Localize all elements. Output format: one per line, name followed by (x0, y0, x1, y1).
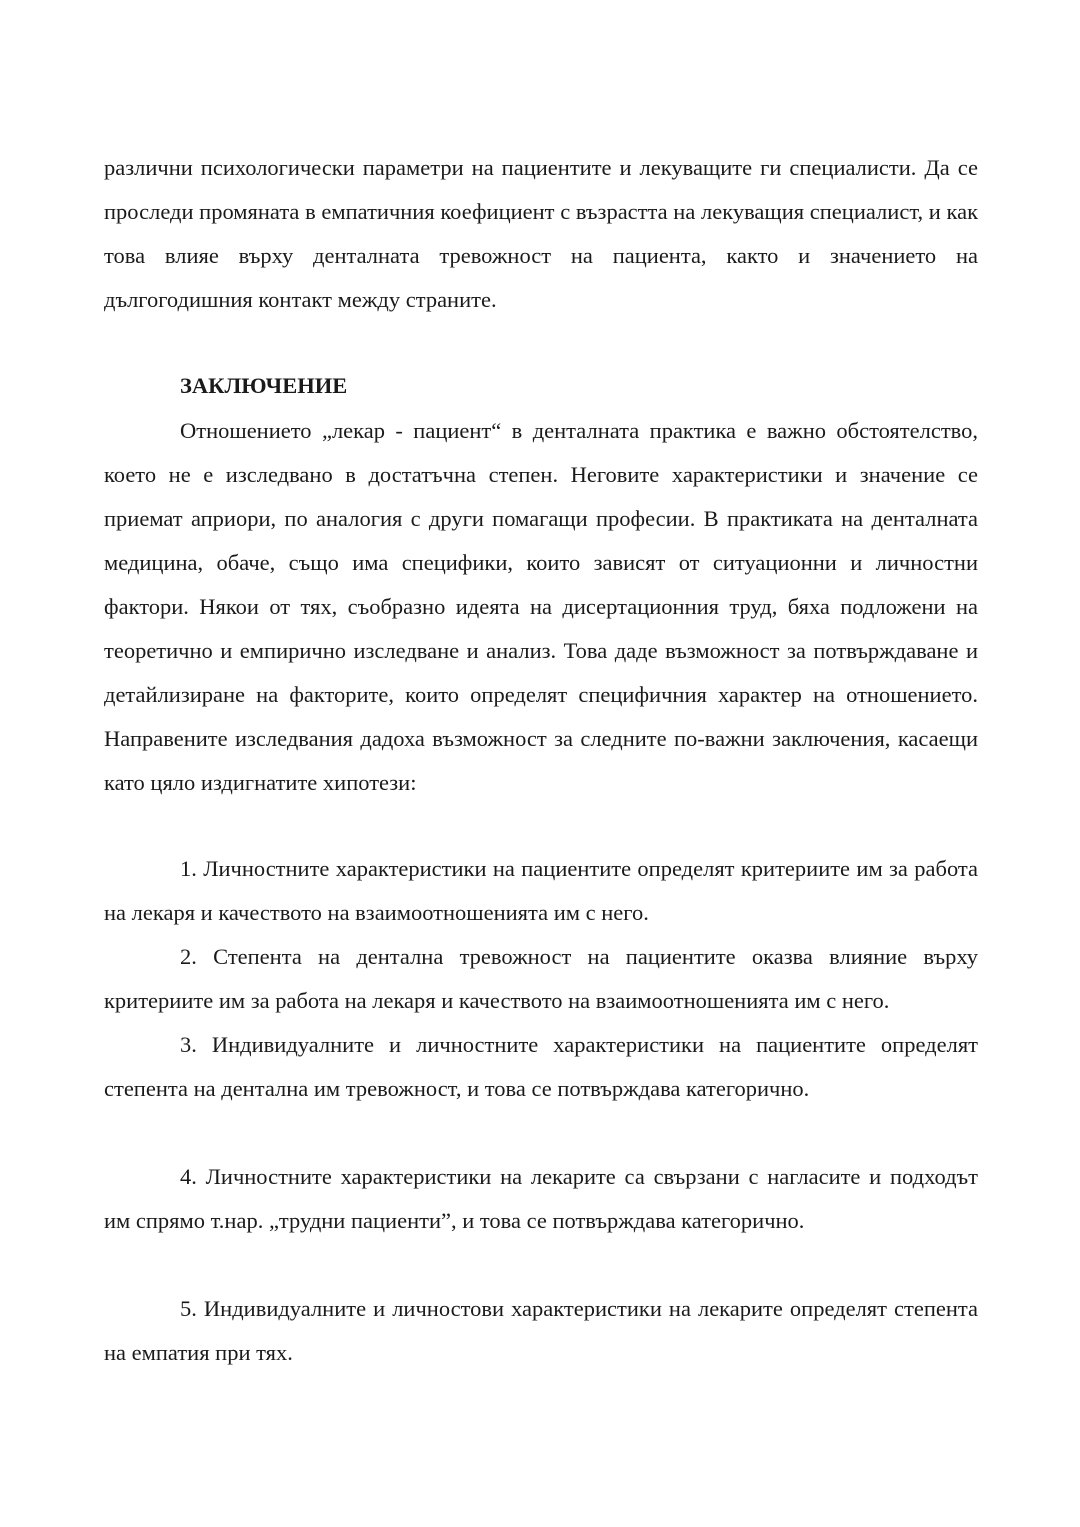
conclusion-item-1: 1. Личностните характеристики на пациентите определят критериите им за работа на лекаря и качеството на взаимоотношенията им с него. (104, 856, 978, 925)
conclusion-paragraph: Отношението „лекар - пациент“ в денталната практика е важно обстоятелство, което не е изследвано в достатъчна степен. Неговите характеристики и значение се приемат априори, по аналогия с други помагащи професии. В практиката на денталната медицина, обаче, също има специфики, които зависят от ситуационни и личностни фактори. Някои от тях, съобразно идеята на дисертационния труд, бяха подложени на теоретично и емпирично изследване и анализ. Това даде възможност за потвърждаване и детайлизиране на факторите, които определят специфичния характер на отношението. Направените изследвания дадоха възможност за следните по-важни заключения, касаещи като цяло издигнатите хипотези: (104, 418, 978, 795)
section-heading: ЗАКЛЮЧЕНИЕ (180, 373, 348, 398)
conclusion-item-4: 4. Личностните характеристики на лекарите са свързани с нагласите и подходът им спрямо т.нар. „трудни пациенти”, и това се потвърждава категорично. (104, 1164, 978, 1233)
conclusion-item-5: 5. Индивидуалните и личностови характеристики на лекарите определят степента на емпатия при тях. (104, 1296, 978, 1365)
intro-paragraph: различни психологически параметри на пациентите и лекуващите ги специалисти. Да се проследи промяната в емпатичния коефициент с възрастта на лекуващия специалист, и как това влияе върху денталната тревожност на пациента, както и значението на дългогодишния контакт между страните. (104, 155, 978, 312)
conclusion-item-2: 2. Степента на дентална тревожност на пациентите оказва влияние върху критериите им за работа на лекаря и качеството на взаимоотношенията им с него. (104, 944, 978, 1013)
conclusion-item-3: 3. Индивидуалните и личностните характеристики на пациентите определят степента на дентална им тревожност, и това се потвърждава категорично. (104, 1032, 978, 1101)
